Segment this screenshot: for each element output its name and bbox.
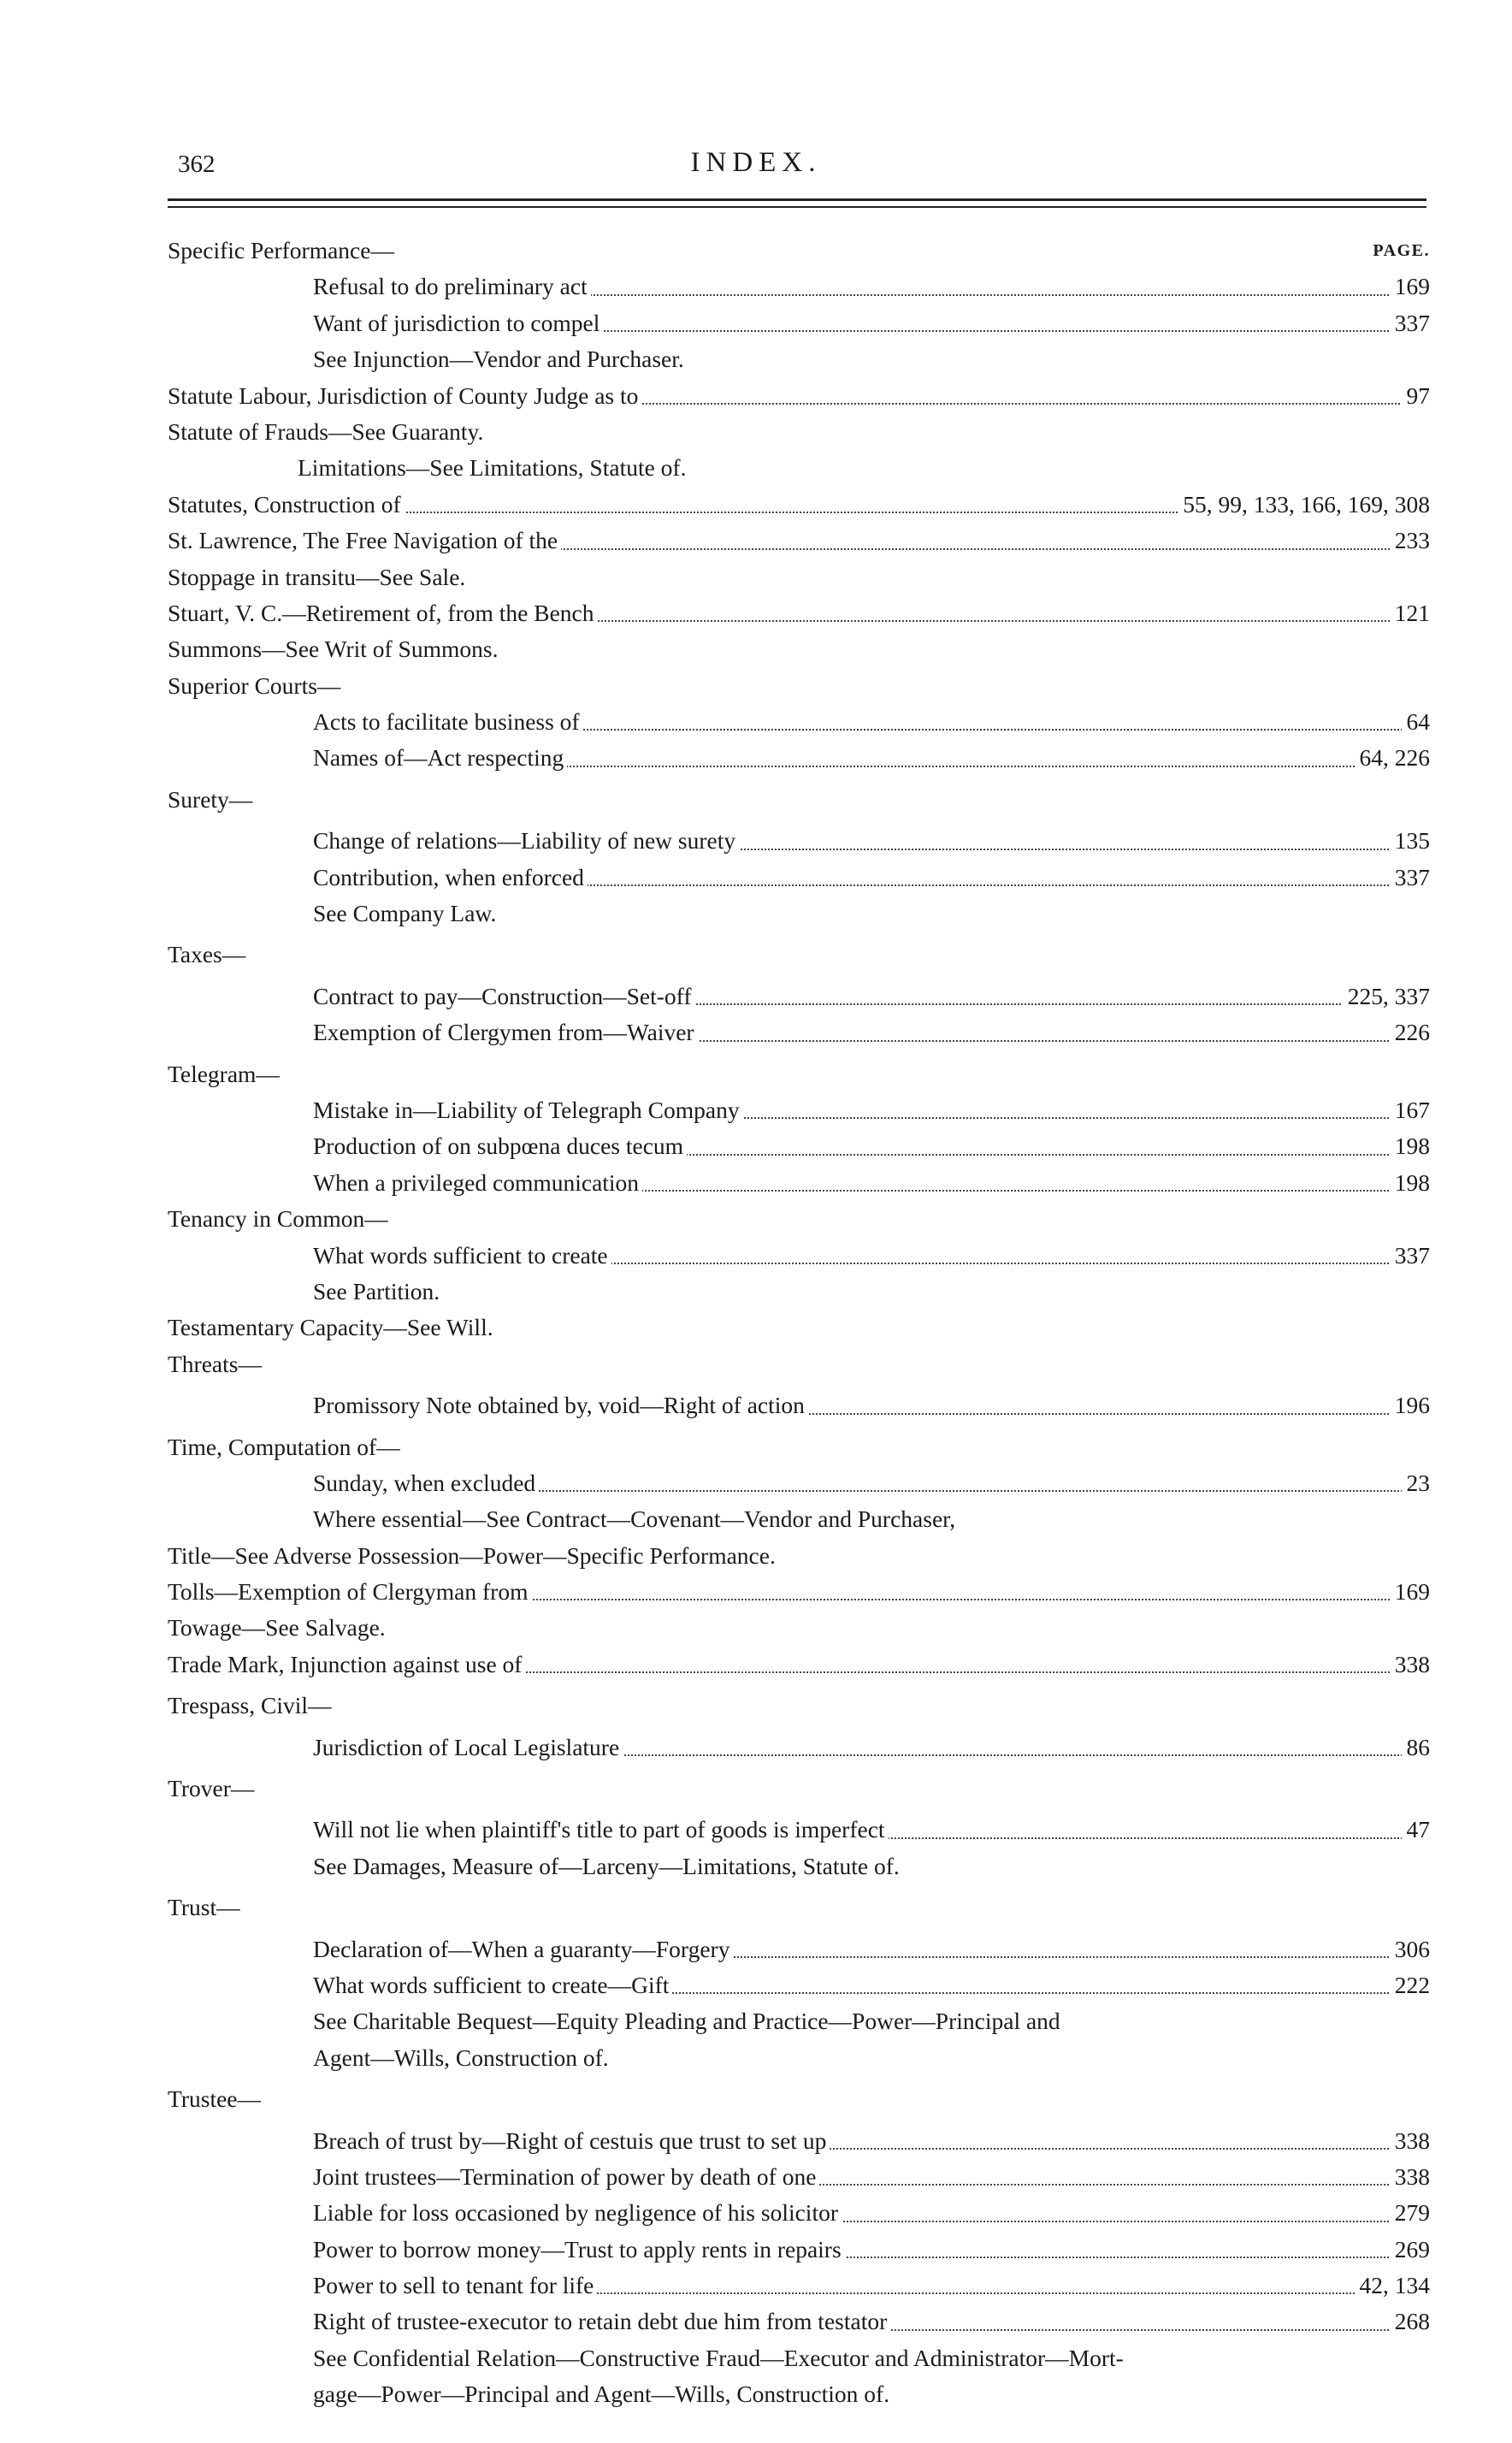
entry-text: See Partition. bbox=[313, 1278, 443, 1304]
entry-text: Tolls—Exemption of Clergyman from bbox=[168, 1578, 531, 1605]
entry-text: Where essential—See Contract—Covenant—Vendor and Purchaser, bbox=[313, 1505, 959, 1532]
entry-text: Want of jurisdiction to compel bbox=[313, 310, 603, 336]
entry-text: Joint trustees—Termination of power by death of one bbox=[313, 2163, 819, 2190]
index-entry bbox=[168, 1688, 1430, 1724]
index-entry bbox=[168, 2159, 1430, 2195]
index-entry bbox=[168, 1465, 1430, 1501]
entry-page: 269 bbox=[1390, 2232, 1430, 2268]
index-entry bbox=[168, 1346, 1430, 1382]
entry-text: Time, Computation of— bbox=[168, 1434, 404, 1460]
entry-text: Threats— bbox=[168, 1351, 265, 1377]
index-entry bbox=[168, 2123, 1430, 2159]
entry-page: 196 bbox=[1390, 1387, 1430, 1423]
entry-text: Acts to facilitate business of bbox=[313, 708, 583, 735]
index-entry bbox=[168, 1931, 1430, 1967]
index-entry bbox=[168, 523, 1430, 559]
index-entry bbox=[168, 1610, 1430, 1646]
entry-text: Title—See Adverse Possession—Power—Specific Performance. bbox=[168, 1542, 779, 1569]
entry-text: Statutes, Construction of bbox=[168, 491, 405, 518]
index-entry bbox=[168, 2340, 1430, 2376]
index-entry bbox=[168, 896, 1430, 932]
entry-text: Contribution, when enforced bbox=[313, 864, 588, 890]
entry-page: 338 bbox=[1390, 2123, 1430, 2159]
entry-text: Trover— bbox=[168, 1775, 257, 1801]
index-entry bbox=[168, 1014, 1430, 1050]
entry-text: Liable for loss occasioned by negligence of his solicitor bbox=[313, 2199, 842, 2226]
page-number: 362 bbox=[178, 151, 216, 178]
index-entry bbox=[168, 1967, 1430, 2003]
index-entry bbox=[168, 860, 1430, 896]
index-entry bbox=[168, 1056, 1430, 1092]
index-entry bbox=[168, 1647, 1430, 1683]
index-entry bbox=[168, 1538, 1430, 1574]
entry-text: See Charitable Bequest—Equity Pleading and Practice—Power—Principal and bbox=[313, 2008, 1064, 2034]
entry-text: Right of trustee-executor to retain debt due him from testator bbox=[313, 2308, 890, 2334]
index-entry bbox=[168, 2081, 1430, 2117]
index-entry bbox=[168, 1890, 1430, 1925]
entry-text: Trustee— bbox=[168, 2085, 264, 2112]
entry-text: Jurisdiction of Local Legislature bbox=[313, 1734, 623, 1760]
index-entry bbox=[168, 2003, 1430, 2039]
index-entry bbox=[168, 1165, 1430, 1201]
entry-page: 338 bbox=[1390, 2159, 1430, 2195]
index-entry bbox=[168, 2304, 1430, 2339]
index-entry bbox=[168, 305, 1430, 341]
index-entry bbox=[168, 1429, 1430, 1465]
entry-text: St. Lawrence, The Free Navigation of the bbox=[168, 527, 561, 553]
index-entry bbox=[168, 269, 1430, 305]
entry-text: What words sufficient to create bbox=[313, 1242, 611, 1269]
index-entry bbox=[168, 740, 1430, 776]
entry-text: See Injunction—Vendor and Purchaser. bbox=[313, 346, 688, 372]
index-entry bbox=[168, 1812, 1430, 1848]
entry-text: See Company Law. bbox=[313, 900, 499, 926]
entry-text: Surety— bbox=[168, 786, 256, 813]
entry-text: Taxes— bbox=[168, 941, 249, 967]
entry-text: Tenancy in Common— bbox=[168, 1205, 392, 1232]
entry-text: Towage—See Salvage. bbox=[168, 1614, 389, 1641]
entry-text: Breach of trust by—Right of cestuis que trust to set up bbox=[313, 2127, 830, 2154]
entry-text: Declaration of—When a guaranty—Forgery bbox=[313, 1936, 733, 1962]
index-entry bbox=[168, 1387, 1430, 1423]
index-entry bbox=[168, 937, 1430, 973]
entry-page: 225, 337 bbox=[1343, 979, 1430, 1014]
entry-page: 337 bbox=[1390, 305, 1430, 341]
entry-text: Power to sell to tenant for life bbox=[313, 2272, 597, 2298]
index-entry bbox=[168, 2232, 1430, 2268]
entry-text: Names of—Act respecting bbox=[313, 744, 567, 771]
entry-text: Agent—Wills, Construction of. bbox=[313, 2044, 612, 2071]
index-entry bbox=[168, 595, 1430, 631]
entry-page: 97 bbox=[1402, 378, 1431, 414]
index-entry bbox=[168, 1849, 1430, 1884]
index-entry bbox=[168, 378, 1430, 414]
index-entry bbox=[168, 1128, 1430, 1164]
entry-page: 135 bbox=[1390, 823, 1430, 859]
index-entry bbox=[168, 1238, 1430, 1274]
entry-page: 55, 99, 133, 166, 169, 308 bbox=[1178, 487, 1430, 523]
entry-text: Statute Labour, Jurisdiction of County Judge as to bbox=[168, 382, 641, 409]
entry-text: Limitations—See Limitations, Statute of. bbox=[298, 454, 689, 481]
index-entries bbox=[168, 233, 1430, 2413]
entry-page: 337 bbox=[1390, 860, 1430, 896]
index-entry bbox=[168, 1771, 1430, 1807]
entry-text: Production of on subpœna duces tecum bbox=[313, 1133, 687, 1159]
entry-text: Exemption of Clergymen from—Waiver bbox=[313, 1019, 698, 1045]
index-entry bbox=[168, 1501, 1430, 1537]
index-entry bbox=[168, 2376, 1430, 2412]
index-entry bbox=[168, 1092, 1430, 1128]
running-head: INDEX. bbox=[690, 147, 822, 178]
index-entry bbox=[168, 823, 1430, 859]
index-entry bbox=[168, 487, 1430, 523]
index-entry bbox=[168, 704, 1430, 740]
entry-text: Stuart, V. C.—Retirement of, from the Bench bbox=[168, 600, 598, 626]
entry-page: 47 bbox=[1402, 1812, 1431, 1848]
entry-page: 198 bbox=[1390, 1128, 1430, 1164]
index-entry bbox=[168, 1201, 1430, 1237]
index-entry bbox=[168, 450, 1430, 486]
entry-text: Trespass, Civil— bbox=[168, 1692, 335, 1718]
entry-page: 23 bbox=[1402, 1465, 1431, 1501]
entry-page: 233 bbox=[1390, 523, 1430, 559]
entry-text: Change of relations—Liability of new surety bbox=[313, 827, 739, 854]
entry-page: 226 bbox=[1390, 1014, 1430, 1050]
index-entry bbox=[168, 559, 1430, 595]
entry-text: Statute of Frauds—See Guaranty. bbox=[168, 418, 487, 445]
entry-page: 198 bbox=[1390, 1165, 1430, 1201]
entry-text: See Damages, Measure of—Larceny—Limitations, Statute of. bbox=[313, 1853, 903, 1879]
entry-text: Telegram— bbox=[168, 1061, 283, 1087]
entry-text: Stoppage in transitu—See Sale. bbox=[168, 564, 469, 590]
header-rule-thin bbox=[168, 206, 1426, 208]
entry-page: 169 bbox=[1390, 1574, 1430, 1610]
entry-page: 279 bbox=[1390, 2195, 1430, 2231]
entry-page: 169 bbox=[1390, 269, 1430, 305]
index-entry bbox=[168, 668, 1430, 704]
entry-page: 268 bbox=[1390, 2304, 1430, 2339]
entry-text: Trade Mark, Injunction against use of bbox=[168, 1651, 525, 1677]
entry-page: 222 bbox=[1390, 1967, 1430, 2003]
entry-text: Power to borrow money—Trust to apply rents in repairs bbox=[313, 2236, 845, 2263]
index-entry bbox=[168, 414, 1430, 450]
entry-page: 121 bbox=[1390, 595, 1430, 631]
index-entry bbox=[168, 1310, 1430, 1346]
entry-text: Will not lie when plaintiff's title to part of goods is imperfect bbox=[313, 1816, 889, 1843]
header-rule-thick bbox=[168, 198, 1426, 201]
entry-text: Promissory Note obtained by, void—Right of action bbox=[313, 1392, 808, 1418]
index-entry bbox=[168, 2195, 1430, 2231]
entry-page: 338 bbox=[1390, 1647, 1430, 1683]
entry-text: When a privileged communication bbox=[313, 1169, 642, 1196]
entry-text: Mistake in—Liability of Telegraph Company bbox=[313, 1097, 743, 1123]
index-entry bbox=[168, 233, 1430, 269]
entry-text: Sunday, when excluded bbox=[313, 1470, 539, 1496]
index-entry bbox=[168, 1574, 1430, 1610]
entry-page: 86 bbox=[1402, 1730, 1431, 1766]
index-entry bbox=[168, 341, 1430, 377]
entry-text: See Confidential Relation—Constructive Fraud—Executor and Administrator—Mort- bbox=[313, 2345, 1127, 2371]
entry-text: Specific Performance— bbox=[168, 237, 398, 263]
entry-text: Superior Courts— bbox=[168, 672, 344, 699]
entry-page: 167 bbox=[1390, 1092, 1430, 1128]
entry-page: 42, 134 bbox=[1355, 2268, 1431, 2304]
index-entry bbox=[168, 2040, 1430, 2076]
entry-text: gage—Power—Principal and Agent—Wills, Construction of. bbox=[313, 2381, 893, 2407]
entry-page: 337 bbox=[1390, 1238, 1430, 1274]
index-entry bbox=[168, 782, 1430, 818]
index-entry bbox=[168, 631, 1430, 667]
entry-page: 306 bbox=[1390, 1931, 1430, 1967]
index-entry bbox=[168, 2268, 1430, 2304]
index-entry bbox=[168, 1274, 1430, 1310]
page-column-header: PAGE. bbox=[1373, 241, 1430, 260]
entry-text: What words sufficient to create—Gift bbox=[313, 1972, 672, 1998]
index-entry bbox=[168, 1730, 1430, 1766]
entry-text: Testamentary Capacity—See Will. bbox=[168, 1314, 497, 1340]
index-entry bbox=[168, 979, 1430, 1014]
entry-text: Trust— bbox=[168, 1894, 244, 1920]
entry-page: 64 bbox=[1402, 704, 1431, 740]
entry-text: Contract to pay—Construction—Set-off bbox=[313, 983, 694, 1009]
entry-text: Summons—See Writ of Summons. bbox=[168, 636, 501, 662]
entry-page: 64, 226 bbox=[1355, 740, 1431, 776]
entry-text: Refusal to do preliminary act bbox=[313, 273, 591, 299]
